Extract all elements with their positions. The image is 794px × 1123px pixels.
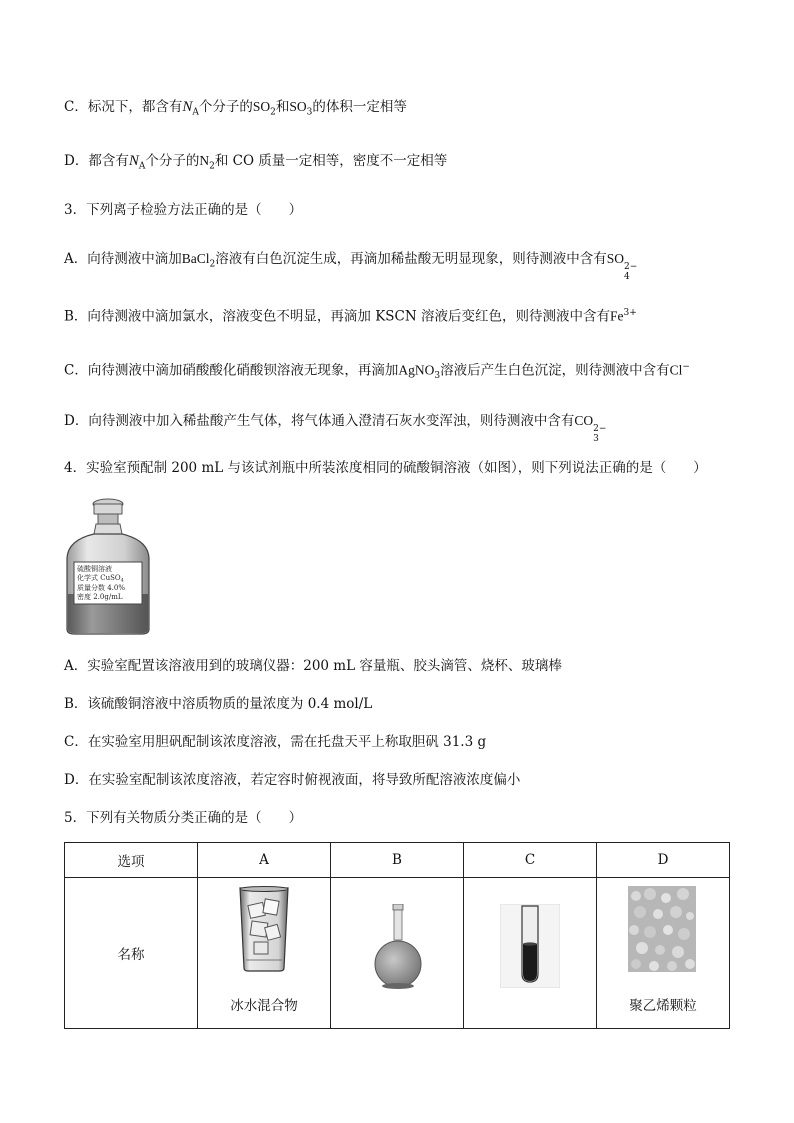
option-c-line: C．标况下，都含有$N_A$个分子的$SO_2$和$SO_3$的体积一定相等	[64, 99, 407, 118]
question-4-option-c: C．在实验室用胆矾配制该浓度溶液，需在托盘天平上称取胆矾 31.3 g	[64, 734, 487, 750]
reagent-bottle-icon	[64, 496, 152, 636]
row-label-cell: 名称	[65, 878, 198, 1029]
table-header-cell: A	[198, 843, 331, 878]
reagent-bottle-figure	[64, 496, 152, 636]
volumetric-flask-icon	[373, 904, 423, 990]
question-3-option-d: D．向待测液中加入稀盐酸产生气体，将气体通入澄清石灰水变浑浊，则待测液中含有CO 2− 3	[64, 413, 607, 444]
question-3: 3．下列离子检验方法正确的是（ ）	[64, 202, 303, 218]
option-b-cell	[331, 878, 464, 1029]
table-header-cell: 选项	[65, 843, 198, 878]
bottle-label-line1: 硫酸铜溶液	[77, 565, 112, 573]
table-header-row	[65, 843, 730, 878]
bottle-label-line2: 化学式 CuSO$_4$	[77, 574, 124, 584]
question-3-option-a: A．向待测液中滴加BaCl$_2$溶液有白色沉淀生成，再滴加稀盐酸无明显现象，则待测液中含有SO 2− 4	[64, 251, 638, 282]
question-4-option-b: B．该硫酸铜溶液中溶质物质的量浓度为 0.4 mol/L	[64, 696, 373, 712]
question-4-option-d: D．在实验室配制该浓度溶液，若定容时俯视液面，将导致所配溶液浓度偏小	[64, 772, 521, 788]
ice-water-glass-icon	[238, 886, 290, 972]
option-a-cell	[198, 878, 331, 1029]
classification-table	[64, 842, 730, 1029]
question-3-option-c: C．向待测液中滴加硝酸酸化硝酸钡溶液无现象，再滴加AgNO$_3$溶液后产生白色沉淀，则待测液中含有Cl−	[64, 362, 690, 382]
option-a-label: 冰水混合物	[230, 998, 298, 1014]
question-4: 4．实验室预配制 200 mL 与该试剂瓶中所装浓度相同的硫酸铜溶液（如图），则下列说法正确的是（ ）	[64, 460, 707, 476]
option-c-cell	[464, 878, 597, 1029]
bottle-label-line3: 质量分数 4.0%	[77, 584, 126, 592]
table-header-cell: C	[464, 843, 597, 878]
question-5: 5．下列有关物质分类正确的是（ ）	[64, 810, 303, 826]
bottle-label-line4: 密度 2.0g/mL	[77, 593, 123, 601]
question-3-option-b: B．向待测液中滴加氯水，溶液变色不明显，再滴加 KSCN 溶液后变红色，则待测液中含有$Fe^{3+}$	[64, 308, 637, 325]
option-d-line: D．都含有$N_A$个分子的$N_2$和 CO 质量一定相等，密度不一定相等	[64, 153, 448, 172]
table-header-cell: B	[331, 843, 464, 878]
table-header-cell: D	[597, 843, 730, 878]
polyethylene-pellets-icon	[628, 886, 696, 972]
test-tube-icon	[500, 904, 560, 988]
table-row	[65, 878, 730, 1029]
question-4-option-a: A．实验室配置该溶液用到的玻璃仪器：200 mL 容量瓶、胶头滴管、烧杯、玻璃棒	[64, 658, 562, 674]
option-d-cell	[597, 878, 730, 1029]
option-d-label: 聚乙烯颗粒	[629, 998, 697, 1014]
